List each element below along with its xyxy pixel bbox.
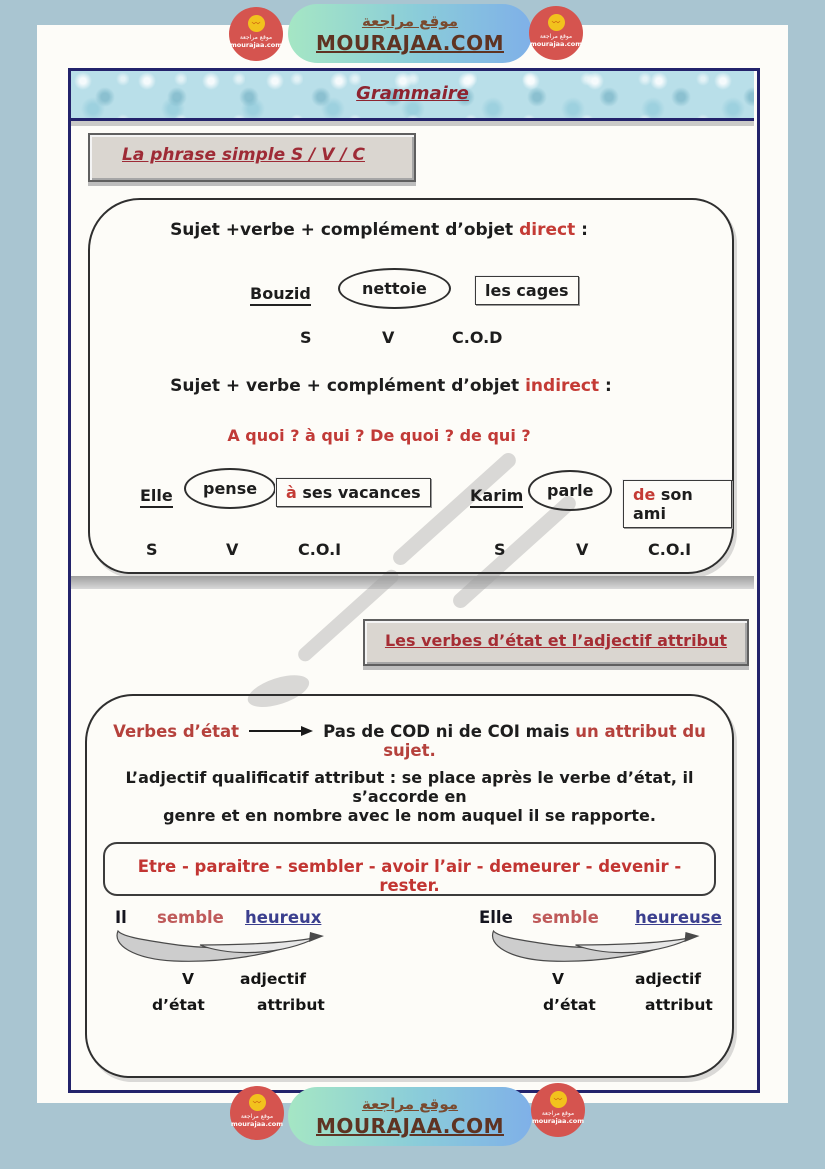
svc-examples-box bbox=[88, 198, 734, 574]
badge-caption-arabic: موقع مراجعة bbox=[539, 33, 573, 40]
badge-caption-latin: mourajaa.com bbox=[230, 1120, 284, 1128]
label-verb: V bbox=[552, 970, 564, 988]
banner-title: Grammaire bbox=[356, 83, 469, 104]
rule-line bbox=[87, 722, 732, 760]
attribut-box bbox=[85, 694, 734, 1078]
label-coi: C.O.I bbox=[298, 540, 342, 559]
rule-middle: Pas de COD ni de COI mais bbox=[323, 722, 576, 741]
example-feminine bbox=[475, 908, 725, 1038]
label-verb: V bbox=[226, 540, 239, 559]
badge-logo-icon: 〰 bbox=[249, 1094, 266, 1111]
indirect-highlight: indirect bbox=[525, 376, 600, 396]
section2-title-box bbox=[363, 619, 749, 666]
site-title-arabic: موقع مراجعة bbox=[361, 12, 459, 31]
site-title-arabic: موقع مراجعة bbox=[361, 1095, 459, 1114]
subject-word: Bouzid bbox=[250, 284, 311, 306]
label-verb: V bbox=[182, 970, 194, 988]
example-masculine bbox=[112, 908, 347, 1038]
label-verb: V bbox=[576, 540, 589, 559]
site-title-latin: MOURAJAA.COM bbox=[316, 1113, 504, 1138]
section-separator-strip bbox=[71, 576, 754, 589]
section2-title: Les verbes d’état et l’adjectif attribut bbox=[384, 631, 728, 650]
badge-caption-latin: mourajaa.com bbox=[229, 41, 283, 49]
label-subject: S bbox=[146, 540, 158, 559]
badge-caption-latin: mourajaa.com bbox=[531, 1117, 585, 1125]
questions-line: A quoi ? à qui ? De quoi ? de qui ? bbox=[227, 426, 531, 445]
direct-highlight: direct bbox=[519, 220, 576, 240]
heading-indirect: Sujet + verbe + complément d’objet indirect : bbox=[170, 376, 612, 396]
state-verbs-box bbox=[103, 842, 716, 896]
verb-ellipse: nettoie bbox=[338, 268, 451, 309]
rule-highlight: un attribut du sujet. bbox=[383, 722, 706, 760]
rule-lead: Verbes d’état bbox=[113, 722, 240, 741]
swoosh-arrows-icon bbox=[479, 929, 711, 965]
section1-title-box bbox=[88, 133, 416, 182]
example-adjective: heureuse bbox=[635, 908, 722, 927]
label-coi: C.O.I bbox=[648, 540, 692, 559]
label-attribut: attribut bbox=[257, 996, 325, 1014]
preposition-highlight: de bbox=[633, 485, 656, 504]
brand-badge bbox=[529, 6, 583, 60]
state-verbs-list: Etre - paraitre - sembler - avoir l’air - demeurer - devenir - rester. bbox=[137, 857, 682, 895]
example-verb: semble bbox=[532, 908, 599, 927]
label-verb-state: d’état bbox=[152, 996, 205, 1014]
label-verb: V bbox=[382, 328, 395, 347]
example-subject: Il bbox=[115, 908, 127, 927]
brand-badge bbox=[229, 7, 283, 61]
object-box: les cages bbox=[475, 276, 579, 305]
heading-direct: Sujet +verbe + complément d’objet direct : bbox=[170, 220, 588, 240]
site-title-latin: MOURAJAA.COM bbox=[316, 30, 504, 55]
subject-word: Elle bbox=[140, 486, 173, 508]
object-box: à ses vacances bbox=[276, 478, 431, 507]
brand-badge bbox=[230, 1086, 284, 1140]
verb-ellipse: parle bbox=[528, 470, 612, 511]
badge-caption-arabic: موقع مراجعة bbox=[541, 1110, 575, 1117]
badge-caption-latin: mourajaa.com bbox=[529, 40, 583, 48]
label-verb-state: d’état bbox=[543, 996, 596, 1014]
subject-word: Karim bbox=[470, 486, 523, 508]
label-cod: C.O.D bbox=[452, 328, 503, 347]
verb-ellipse: pense bbox=[184, 468, 276, 509]
paragraph-line2: genre et en nombre avec le nom auquel il se rapporte. bbox=[163, 806, 656, 825]
preposition-highlight: à bbox=[286, 483, 297, 502]
paragraph-line1: L’adjectif qualificatif attribut : se place après le verbe d’état, il s’accorde en bbox=[125, 768, 694, 806]
example-adjective: heureux bbox=[245, 908, 322, 927]
badge-caption-arabic: موقع مراجعة bbox=[240, 1113, 274, 1120]
section1-title: La phrase simple S / V / C bbox=[122, 145, 365, 165]
badge-caption-arabic: موقع مراجعة bbox=[239, 34, 273, 41]
footer-brand-pill bbox=[288, 1087, 532, 1146]
label-adjective: adjectif bbox=[240, 970, 307, 988]
badge-logo-icon: 〰 bbox=[248, 15, 265, 32]
label-adjective: adjectif bbox=[635, 970, 702, 988]
label-subject: S bbox=[300, 328, 312, 347]
label-subject: S bbox=[494, 540, 506, 559]
brand-badge bbox=[531, 1083, 585, 1137]
swoosh-arrows-icon bbox=[112, 929, 327, 965]
header-brand-pill bbox=[288, 4, 532, 63]
badge-logo-icon: 〰 bbox=[550, 1091, 567, 1108]
label-attribut: attribut bbox=[645, 996, 713, 1014]
grammaire-banner bbox=[71, 71, 754, 121]
badge-logo-icon: 〰 bbox=[548, 14, 565, 31]
object-box: de son ami bbox=[623, 480, 732, 528]
example-subject: Elle bbox=[479, 908, 513, 927]
arrow-right-icon bbox=[249, 725, 313, 737]
example-verb: semble bbox=[157, 908, 224, 927]
